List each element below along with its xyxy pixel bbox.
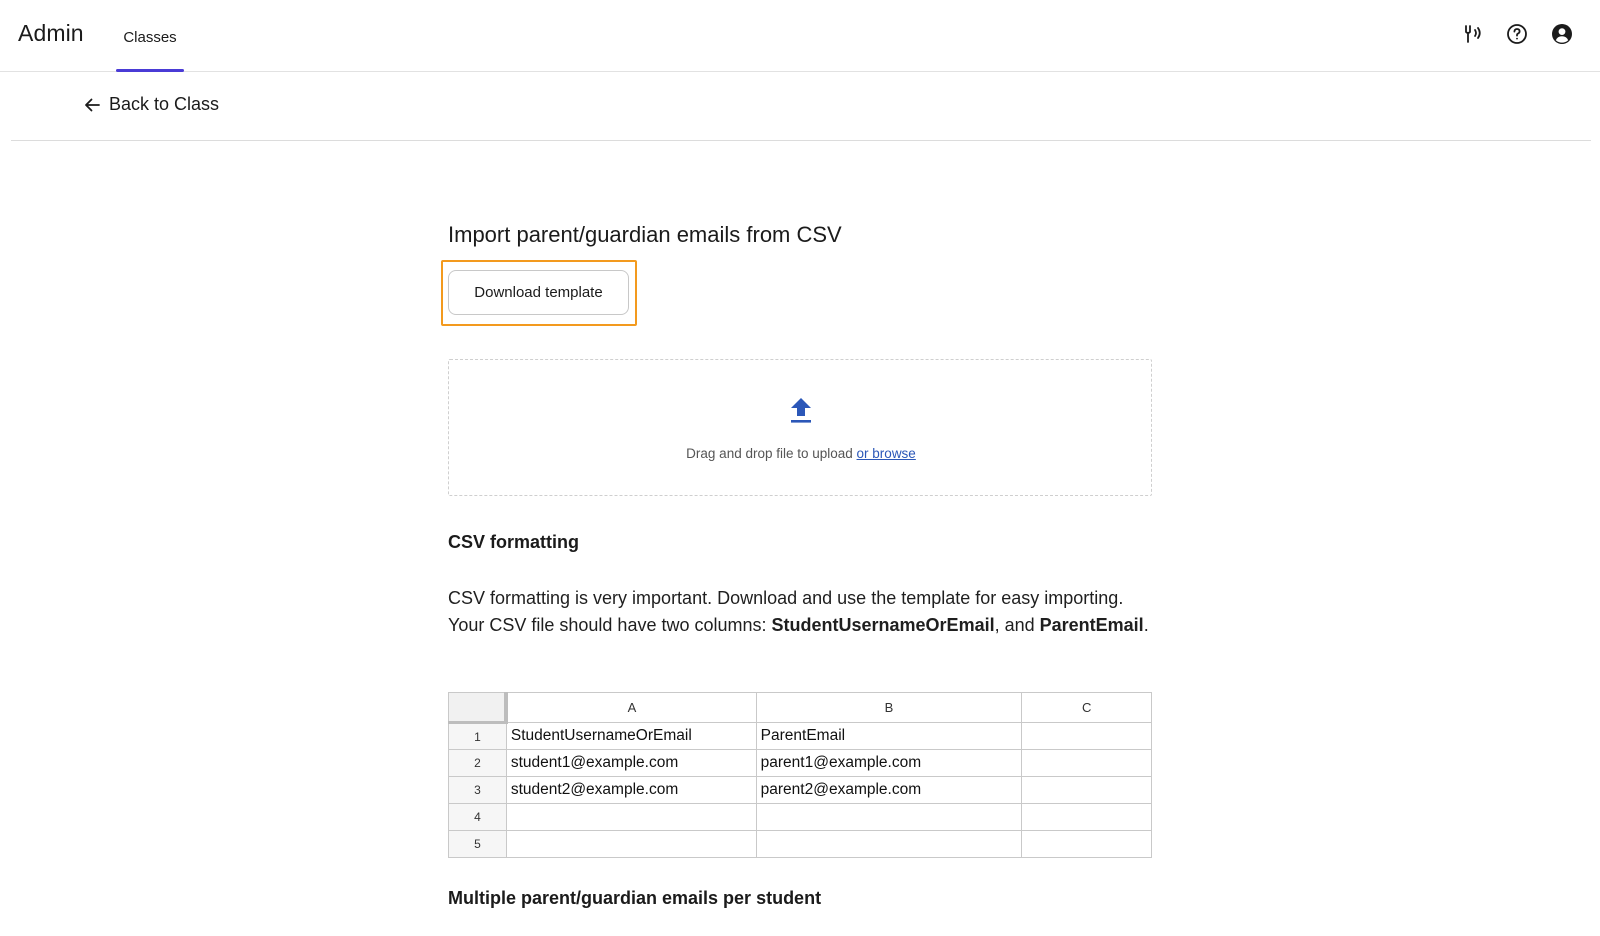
- multiple-emails-heading: Multiple parent/guardian emails per student: [448, 888, 822, 908]
- back-bar: [11, 72, 1591, 141]
- upload-icon: [789, 396, 813, 424]
- sheet-cell: [1022, 831, 1152, 858]
- sheet-cell: [756, 831, 1022, 858]
- sheet-cell: [1022, 804, 1152, 831]
- browse-link[interactable]: or browse: [856, 446, 916, 461]
- row-number: 3: [449, 777, 507, 804]
- help-icon[interactable]: [1505, 22, 1529, 46]
- sheet-cell: ParentEmail: [756, 723, 1022, 750]
- row-number: 2: [449, 750, 507, 777]
- sheet-cell: parent1@example.com: [756, 750, 1022, 777]
- sheet-cell: [756, 804, 1022, 831]
- sheet-cell: parent2@example.com: [756, 777, 1022, 804]
- sheet-cell: [1022, 750, 1152, 777]
- table-row: [449, 750, 1152, 777]
- file-dropzone[interactable]: [448, 359, 1152, 496]
- csv-column-student: StudentUsernameOrEmail: [771, 615, 995, 635]
- sheet-cell: student2@example.com: [506, 777, 756, 804]
- top-navigation-bar: [0, 0, 1600, 72]
- csv-column-parent: ParentEmail: [1039, 615, 1144, 635]
- download-template-button[interactable]: Download template: [448, 270, 629, 315]
- sheet-corner: [449, 693, 507, 723]
- tab-classes-label: Classes: [123, 29, 177, 46]
- row-number: 5: [449, 831, 507, 858]
- dropzone-instruction: Drag and drop file to upload: [686, 446, 857, 461]
- sheet-cell: [1022, 723, 1152, 750]
- back-to-class-link[interactable]: [83, 94, 219, 115]
- table-row: [449, 777, 1152, 804]
- csv-desc-part-3: .: [1143, 615, 1149, 635]
- header-actions: [1460, 22, 1574, 46]
- row-number: 4: [449, 804, 507, 831]
- sheet-cell: StudentUsernameOrEmail: [506, 723, 756, 750]
- dropzone-text: [449, 446, 1153, 461]
- sheet-column-header: A: [506, 693, 756, 723]
- account-icon[interactable]: [1550, 22, 1574, 46]
- table-row: [449, 831, 1152, 858]
- csv-formatting-heading: CSV formatting: [448, 532, 580, 552]
- sheet-header-row: [449, 693, 1152, 723]
- table-row: [449, 804, 1152, 831]
- csv-formatting-description: [448, 585, 1152, 639]
- sheet-cell: [1022, 777, 1152, 804]
- sheet-cell: [506, 831, 756, 858]
- csv-desc-part-2: , and: [994, 615, 1040, 635]
- app-brand: Admin: [18, 20, 84, 46]
- broadcast-icon[interactable]: [1460, 22, 1484, 46]
- sheet-column-header: B: [756, 693, 1022, 723]
- arrow-left-icon: [83, 96, 101, 114]
- sheet-cell: student1@example.com: [506, 750, 756, 777]
- sheet-column-header: C: [1022, 693, 1152, 723]
- csv-desc-part-1: CSV formatting is very important. Download and use the template for easy importing. Your CSV file should have two columns:: [448, 588, 1124, 635]
- row-number: 1: [449, 723, 507, 750]
- sheet-cell: [506, 804, 756, 831]
- back-to-class-label: Back to Class: [109, 94, 220, 114]
- table-row: [449, 723, 1152, 750]
- tab-classes[interactable]: [116, 0, 184, 72]
- csv-example-spreadsheet: [448, 692, 1152, 858]
- page-title: Import parent/guardian emails from CSV: [448, 222, 842, 247]
